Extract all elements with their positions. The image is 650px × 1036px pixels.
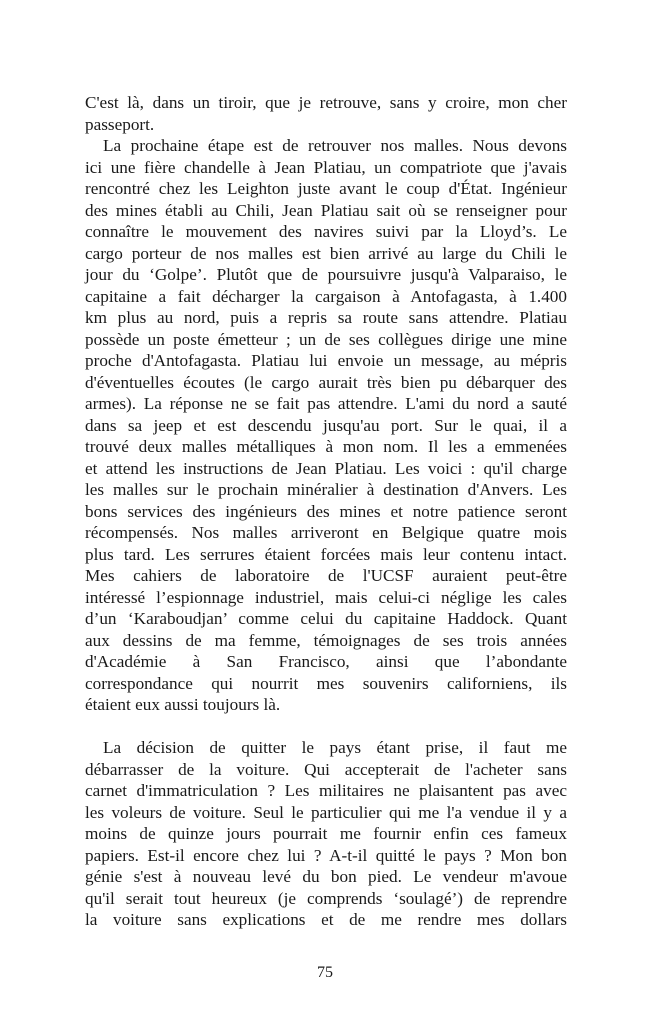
- body-text: [85, 92, 567, 931]
- text-line: bons services des ingénieurs des mines et notre patience seront: [85, 501, 567, 521]
- text-line: La décision de quitter le pays étant prise, il faut me: [103, 738, 567, 757]
- text-line: capitaine a fait décharger la cargaison à Antofagasta, à 1.400: [85, 286, 567, 306]
- text-line: proche d'Antofagasta. Platiau lui envoie un message, au mépris: [85, 351, 567, 370]
- page-number: 75: [317, 964, 333, 981]
- text-line: C'est là, dans un tiroir, que je retrouve, sans y croire, mon cher: [85, 93, 567, 112]
- text-line: débarrasser de la voiture. Qui accepterait de l'acheter sans: [85, 759, 567, 779]
- text-line: connaître le mouvement des navires suivi par la Lloyd’s. Le: [85, 222, 567, 241]
- text-line: dans sa jeep et est descendu jusqu'au port. Sur le quai, il a: [85, 415, 567, 435]
- paragraph: [85, 92, 567, 135]
- text-line: km plus au nord, puis a repris sa route sans attendre. Platiau: [85, 308, 567, 327]
- text-line: La prochaine étape est de retrouver nos malles. Nous devons: [103, 136, 567, 155]
- text-line: plus tard. Les serrures étaient forcées mais leur contenu intact.: [85, 544, 567, 564]
- paragraph-spacer: [85, 716, 567, 738]
- text-line: trouvé deux malles métalliques à mon nom. Il les a emmenées: [85, 437, 567, 456]
- text-line: les voleurs de voiture. Seul le particulier qui me l'a vendue il y a: [85, 802, 567, 822]
- text-line: d'Académie à San Francisco, ainsi que l’abondante: [85, 652, 567, 671]
- text-line: la voiture sans explications et de me rendre mes dollars: [85, 910, 567, 929]
- text-line: possède un poste émetteur ; un de ses collègues dirige une mine: [85, 329, 567, 349]
- text-line: génie s'est à nouveau levé du bon pied. Le vendeur m'avoue: [85, 867, 567, 886]
- text-line: rencontré chez les Leighton juste avant le coup d'État. Ingénieur: [85, 179, 567, 198]
- text-line: Mes cahiers de laboratoire de l'UCSF auraient peut-être: [85, 566, 567, 585]
- text-line: moins de quinze jours pourrait me fournir enfin ces fameux: [85, 824, 567, 843]
- text-line: jour du ‘Golpe’. Plutôt que de poursuivre jusqu'à Valparaiso, le: [85, 265, 567, 284]
- text-line: armes). La réponse ne se fait pas attendre. L'ami du nord a sauté: [85, 394, 567, 413]
- text-line: cargo porteur de nos malles est bien arrivé au large du Chili le: [85, 243, 567, 263]
- paragraph: [85, 135, 567, 716]
- text-line: aux dessins de ma femme, témoignages de ses trois années: [85, 630, 567, 650]
- text-line: et attend les instructions de Jean Platiau. Les voici : qu'il charge: [85, 458, 567, 478]
- text-line: qu'il serait tout heureux (je comprends ‘soulagé’) de reprendre: [85, 888, 567, 908]
- text-line: correspondance qui nourrit mes souvenirs californiens, ils: [85, 673, 567, 693]
- text-line: intéressé l’espionnage industriel, mais celui-ci néglige les cales: [85, 587, 567, 607]
- text-line: carnet d'immatriculation ? Les militaires ne plaisantent pas avec: [85, 781, 567, 800]
- text-line: ici une fière chandelle à Jean Platiau, un compatriote que j'avais: [85, 157, 567, 177]
- text-line: étaient eux aussi toujours là.: [85, 695, 281, 714]
- text-line: passeport.: [85, 114, 155, 134]
- paragraph: [85, 737, 567, 931]
- text-line: d'éventuelles écoutes (le cargo aurait très bien pu débarquer des: [85, 372, 567, 392]
- text-line: papiers. Est-il encore chez lui ? A-t-il quitté le pays ? Mon bon: [85, 845, 567, 865]
- text-line: les malles sur le prochain minéralier à destination d'Anvers. Les: [85, 480, 567, 499]
- text-line: récompensés. Nos malles arriveront en Belgique quatre mois: [85, 523, 567, 542]
- text-line: des mines établi au Chili, Jean Platiau sait où se renseigner pour: [85, 200, 567, 220]
- text-line: d’un ‘Karaboudjan’ comme celui du capitaine Haddock. Quant: [85, 609, 567, 628]
